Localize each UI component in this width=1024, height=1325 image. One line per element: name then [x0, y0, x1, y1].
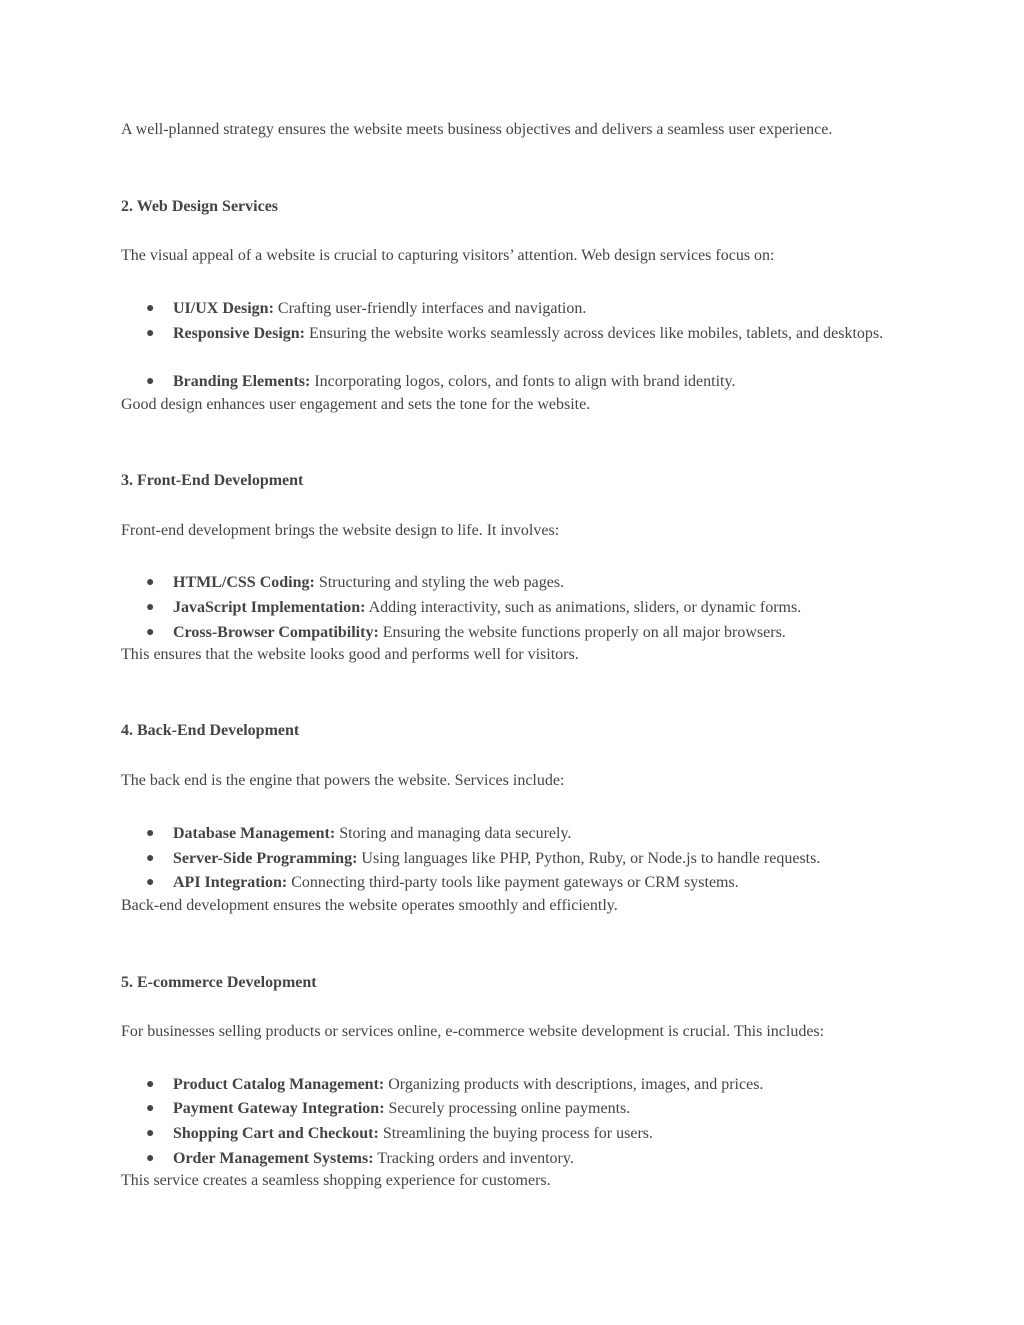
list-item-desc: Organizing products with descriptions, images, and prices. [388, 1076, 764, 1093]
section-summary: This ensures that the website looks good and performs well for visitors. [121, 646, 579, 663]
list-item-term: Cross-Browser Compatibility: [173, 624, 379, 641]
bullet-icon: ● [146, 301, 155, 316]
section-summary: This service creates a seamless shopping experience for customers. [121, 1172, 551, 1189]
bullet-icon: ● [146, 1151, 155, 1166]
list-item [146, 1122, 903, 1145]
list-item-term: Payment Gateway Integration: [173, 1100, 385, 1117]
list-item-term: Order Management Systems: [173, 1150, 374, 1167]
list-item-desc: Streamlining the buying process for users. [382, 1125, 653, 1142]
bullet-icon: ● [146, 600, 155, 615]
bullet-icon: ● [146, 625, 155, 640]
list-item-term: Branding Elements: [173, 373, 311, 390]
bullet-icon: ● [146, 1101, 155, 1116]
list-item [146, 297, 903, 320]
section-summary: Good design enhances user engagement and sets the tone for the website. [121, 396, 591, 413]
section-heading: 5. E-commerce Development [121, 974, 317, 991]
bullet-icon: ● [146, 1126, 155, 1141]
section-summary: Back-end development ensures the website operates smoothly and efficiently. [121, 897, 618, 914]
section-heading: 3. Front-End Development [121, 472, 304, 489]
list-item-desc: Adding interactivity, such as animations, sliders, or dynamic forms. [368, 599, 802, 616]
bullet-icon: ● [146, 851, 155, 866]
list-item [146, 571, 903, 594]
list-item-term: JavaScript Implementation: [173, 599, 366, 616]
list-item-desc: Crafting user-friendly interfaces and navigation. [277, 300, 587, 317]
bullet-icon: ● [146, 875, 155, 890]
bullet-icon: ● [146, 575, 155, 590]
list-item-desc: Structuring and styling the web pages. [318, 574, 565, 591]
list-item-desc: Incorporating logos, colors, and fonts to align with brand identity. [314, 373, 736, 390]
list-item-term: Server-Side Programming: [173, 850, 358, 867]
list-item-desc: Securely processing online payments. [388, 1100, 631, 1117]
list-item [146, 1073, 903, 1096]
list-item [146, 621, 903, 644]
list-item [146, 871, 903, 894]
list-item-term: Product Catalog Management: [173, 1076, 385, 1093]
bullet-icon: ● [146, 374, 155, 389]
list-item [146, 1147, 903, 1170]
section-lead: For businesses selling products or services online, e-commerce website development is crucial. This includes: [121, 1023, 825, 1040]
section-lead: Front-end development brings the website design to life. It involves: [121, 522, 560, 539]
list-item-term: API Integration: [173, 874, 288, 891]
section-heading: 4. Back-End Development [121, 722, 300, 739]
intro-paragraph: A well-planned strategy ensures the website meets business objectives and delivers a seamless user experience. [121, 121, 833, 138]
list-item-desc: Storing and managing data securely. [339, 825, 572, 842]
list-item-term: UI/UX Design: [173, 300, 274, 317]
list-item-term: Database Management: [173, 825, 336, 842]
bullet-icon: ● [146, 1077, 155, 1092]
list-item [146, 596, 903, 619]
list-item [146, 322, 903, 345]
list-item-term: Shopping Cart and Checkout: [173, 1125, 379, 1142]
bullet-icon: ● [146, 826, 155, 841]
section-lead: The back end is the engine that powers the website. Services include: [121, 772, 565, 789]
list-item [146, 822, 903, 845]
list-item [146, 370, 903, 393]
list-item-desc: Ensuring the website functions properly on all major browsers. [382, 624, 786, 641]
list-item [146, 1097, 903, 1120]
list-item [146, 847, 903, 870]
list-item-desc: Connecting third-party tools like payment gateways or CRM systems. [291, 874, 739, 891]
list-item-term: HTML/CSS Coding: [173, 574, 315, 591]
list-item-desc: Using languages like PHP, Python, Ruby, or Node.js to handle requests. [361, 850, 821, 867]
bullet-icon: ● [146, 326, 155, 341]
list-item-desc: Ensuring the website works seamlessly across devices like mobiles, tablets, and desktops. [309, 325, 884, 342]
section-lead: The visual appeal of a website is crucial to capturing visitors’ attention. Web design services focus on: [121, 247, 775, 264]
list-item-term: Responsive Design: [173, 325, 306, 342]
section-heading: 2. Web Design Services [121, 198, 279, 215]
list-item-desc: Tracking orders and inventory. [377, 1150, 574, 1167]
